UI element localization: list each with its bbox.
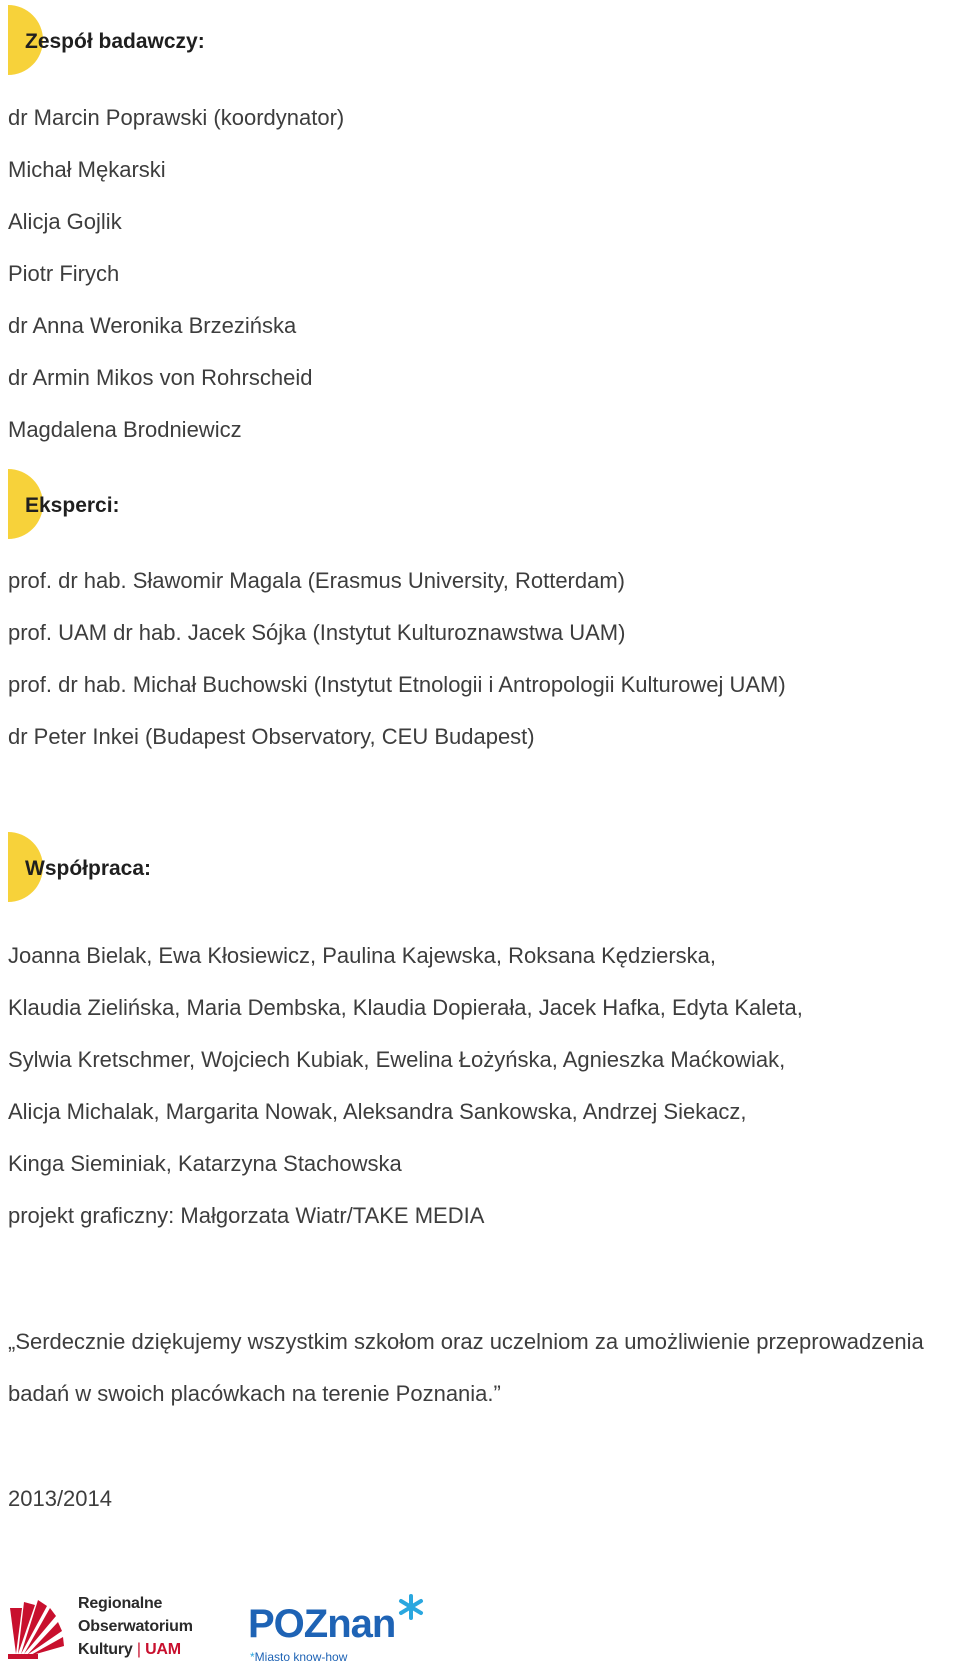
roku-sunburst-logo-icon bbox=[8, 1594, 70, 1660]
list-item: Magdalena Brodniewicz bbox=[8, 417, 242, 442]
roku-logo bbox=[8, 1592, 208, 1662]
section-title: Eksperci: bbox=[25, 494, 120, 517]
list-item: Michał Mękarski bbox=[8, 157, 166, 182]
section-cooperation-header bbox=[8, 832, 408, 902]
list-item: prof. dr hab. Michał Buchowski (Instytut Etnologii i Antropologii Kulturowej UAM) bbox=[8, 672, 786, 697]
poznan-tagline bbox=[250, 1650, 347, 1664]
list-item: Alicja Gojlik bbox=[8, 209, 122, 234]
roku-line-3 bbox=[78, 1638, 193, 1661]
list-item: dr Marcin Poprawski (koordynator) bbox=[8, 105, 345, 130]
year: 2013/2014 bbox=[8, 1486, 112, 1511]
roku-line-2: Obserwatorium bbox=[78, 1618, 193, 1635]
roku-logo-text bbox=[78, 1592, 193, 1661]
list-item: Joanna Bielak, Ewa Kłosiewicz, Paulina Kajewska, Roksana Kędzierska, bbox=[8, 943, 717, 968]
list-item: Alicja Michalak, Margarita Nowak, Aleksandra Sankowska, Andrzej Siekacz, bbox=[8, 1099, 747, 1124]
section-title: Współpraca: bbox=[25, 857, 152, 880]
list-item: projekt graficzny: Małgorzata Wiatr/TAKE MEDIA bbox=[8, 1203, 485, 1228]
list-item: dr Peter Inkei (Budapest Observatory, CEU Budapest) bbox=[8, 724, 535, 749]
list-item: Piotr Firych bbox=[8, 261, 120, 286]
poznan-tagline-text: Miasto know-how bbox=[254, 1650, 348, 1664]
list-item: dr Armin Mikos von Rohrscheid bbox=[8, 365, 313, 390]
poznan-asterisk-icon bbox=[398, 1594, 424, 1620]
section-title: Zespół badawczy: bbox=[25, 30, 205, 53]
roku-line-1: Regionalne bbox=[78, 1595, 163, 1612]
section-research-team-header bbox=[8, 5, 408, 75]
list-item: Klaudia Zielińska, Maria Dembska, Klaudia Dopierała, Jacek Hafka, Edyta Kaleta, bbox=[8, 995, 803, 1020]
poznan-tagline-star-icon: * bbox=[250, 1650, 255, 1664]
roku-kultury: Kultury bbox=[78, 1641, 133, 1658]
list-item: dr Anna Weronika Brzezińska bbox=[8, 313, 297, 338]
poznan-wordmark: POZnan bbox=[248, 1602, 396, 1646]
list-item: Kinga Sieminiak, Katarzyna Stachowska bbox=[8, 1151, 402, 1176]
cooperation-list bbox=[8, 930, 803, 1242]
roku-uam: UAM bbox=[145, 1641, 181, 1658]
thanks-line-1: „Serdecznie dziękujemy wszystkim szkołom oraz uczelniom za umożliwienie przeprowadzenia bbox=[8, 1329, 924, 1354]
roku-separator: | bbox=[136, 1641, 141, 1658]
list-item: prof. dr hab. Sławomir Magala (Erasmus University, Rotterdam) bbox=[8, 568, 626, 593]
list-item: Sylwia Kretschmer, Wojciech Kubiak, Ewelina Łożyńska, Agnieszka Maćkowiak, bbox=[8, 1047, 786, 1072]
section-experts-header bbox=[8, 469, 408, 539]
thanks-line-2: badań w swoich placówkach na terenie Poznania.” bbox=[8, 1381, 501, 1406]
poznan-logo bbox=[248, 1592, 448, 1662]
experts-list bbox=[8, 555, 786, 763]
list-item: prof. UAM dr hab. Jacek Sójka (Instytut Kulturoznawstwa UAM) bbox=[8, 620, 626, 645]
research-team-list bbox=[8, 92, 344, 456]
